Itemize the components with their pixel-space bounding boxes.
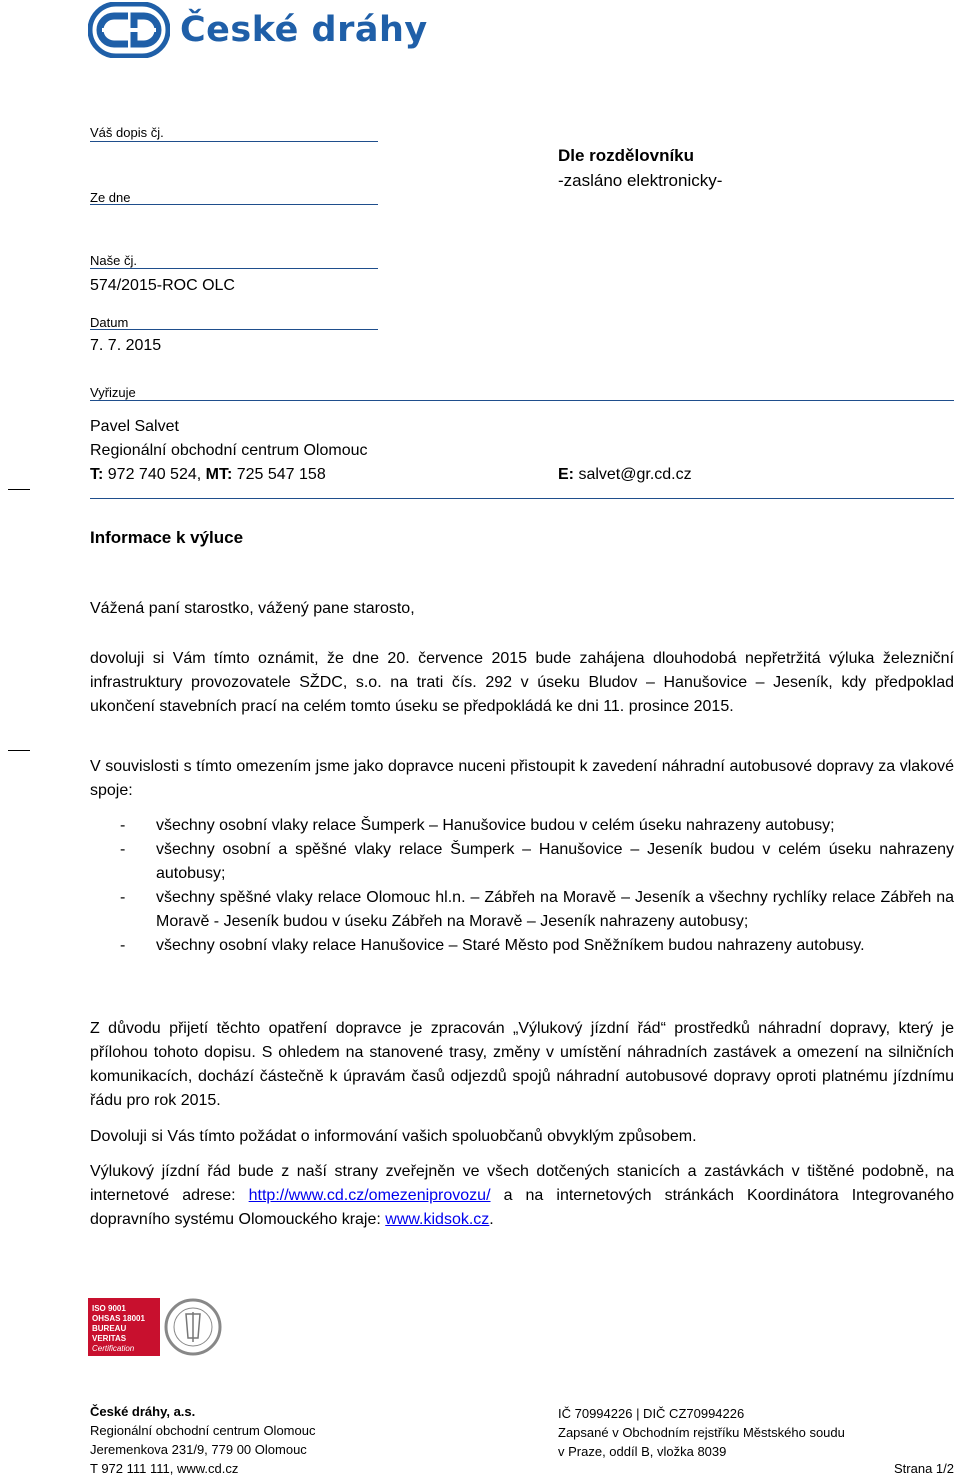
fold-mark (8, 750, 30, 751)
fold-mark (8, 489, 30, 490)
email-value: salvet@gr.cd.cz (574, 466, 692, 483)
list-item: - všechny osobní vlaky relace Šumperk – Hanušovice budou v celém úseku nahrazeny autobusy; (120, 817, 835, 834)
footer-phone: T 972 111 111, www.cd.cz (90, 1461, 239, 1476)
footer-left (90, 1402, 315, 1478)
footer-register: Zapsané v Obchodním rejstříku Městského soudu (558, 1425, 845, 1440)
list-item: - všechny osobní a spěšné vlaky relace Šumperk – Hanušovice – Jeseník budou v celém úseku nahrazeny autobusy; (120, 841, 954, 882)
paragraph-3: Z důvodu přijetí těchto opatření dopravce je zpracován „Výlukový jízdní řád“ prostředků náhradní dopravy, který je přílohou tohoto dopisu. S ohledem na stanovené trasy, změny v umístění náhradních zastávek a omezení na silničních komunikacích, dochází částečně k úpravám časů odjezdů spojů náhradní autobusové dopravy oproti platnému jízdnímu řádu pro rok 2015. (90, 1020, 954, 1109)
nase-cj-label: Naše čj. (90, 253, 137, 268)
paragraph-5: Výlukový jízdní řád bude z naší strany zveřejněn ve všech dotčených stanicích a zastávkách v tištěné podobně, na internetové adrese: http://www.cd.cz/omezeniprovozu/ a na internetových stránkách Koordinátora Integrovaného dopravního systému Olomouckého kraje: www.kidsok.cz. (90, 1163, 954, 1228)
list-item: - všechny osobní vlaky relace Hanušovice – Staré Město pod Sněžníkem budou nahrazeny autobusy. (120, 937, 865, 954)
recipient-line1: Dle rozdělovníku (558, 146, 695, 165)
phone-label: T: (90, 466, 104, 483)
bureau-veritas-seal-icon (164, 1298, 222, 1356)
paragraph-2: V souvislosti s tímto omezením jsme jako dopravce nuceni přistoupit k zavedení náhradní autobusové dopravy za vlakové spoje: (90, 758, 954, 799)
handler-dept: Regionální obchodní centrum Olomouc (90, 442, 368, 459)
handler-name: Pavel Salvet (90, 418, 179, 435)
page-number: Strana 1/2 (894, 1461, 954, 1476)
datum-value: 7. 7. 2015 (90, 337, 162, 354)
footer-right (558, 1404, 845, 1461)
ze-dne-label: Ze dne (90, 190, 131, 205)
cd-logo-icon (88, 2, 170, 58)
bullet-list (90, 814, 954, 958)
list-item: - všechny spěšné vlaky relace Olomouc hl.n. – Zábřeh na Moravě – Jeseník a všechny rychlíky relace Zábřeh na Moravě - Jeseník budou v úseku Zábřeh na Moravě – Jeseník nahrazeny autobusy; (120, 889, 954, 930)
footer-ico: IČ 70994226 | DIČ CZ70994226 (558, 1406, 745, 1421)
omezeniprovozu-link[interactable]: http://www.cd.cz/omezeniprovozu/ (248, 1187, 491, 1204)
footer-company: České dráhy, a.s. (90, 1404, 196, 1419)
subject: Informace k výluce (90, 528, 244, 547)
footer-address: Jeremenkova 231/9, 779 00 Olomouc (90, 1442, 307, 1457)
handler-email (558, 466, 692, 484)
phone-value: 972 740 524, (103, 466, 206, 483)
recipient-line2: -zasláno elektronicky- (558, 171, 723, 190)
salutation: Vážená paní starostko, vážený pane starosto, (90, 600, 415, 617)
kidsok-link[interactable]: www.kidsok.cz (385, 1211, 490, 1228)
footer-register2: v Praze, oddíl B, vložka 8039 (558, 1444, 727, 1459)
cd-logo (88, 2, 428, 58)
paragraph-4: Dovoluji si Vás tímto požádat o informování vašich spoluobčanů obvyklým způsobem. (90, 1128, 697, 1145)
email-label: E: (558, 466, 574, 483)
datum-label: Datum (90, 315, 129, 330)
footer-dept: Regionální obchodní centrum Olomouc (90, 1423, 316, 1438)
mobile-value: 725 547 158 (232, 466, 326, 483)
nase-cj-value: 574/2015-ROC OLC (90, 277, 235, 294)
vyrizuje-label: Vyřizuje (90, 385, 136, 400)
vas-dopis-label: Váš dopis čj. (90, 125, 164, 140)
handler-phones (90, 466, 326, 484)
cert-red-box: ISO 9001 OHSAS 18001 BUREAU VERITAS Certification (88, 1298, 160, 1356)
paragraph-1: dovoluji si Vám tímto oznámit, že dne 20. července 2015 bude zahájena dlouhodobá nepřetržitá výluka železniční infrastruktury provozovatele SŽDC, s.o. na trati čís. 292 v úseku Bludov – Hanušovice – Jeseník, kdy předpoklad ukončení stavebních prací na celém tomto úseku se předpokládá ke dni 11. prosince 2015. (90, 650, 954, 715)
brand-name: České dráhy (180, 10, 428, 50)
certification-logo (88, 1298, 220, 1356)
mobile-label: MT: (205, 466, 233, 483)
